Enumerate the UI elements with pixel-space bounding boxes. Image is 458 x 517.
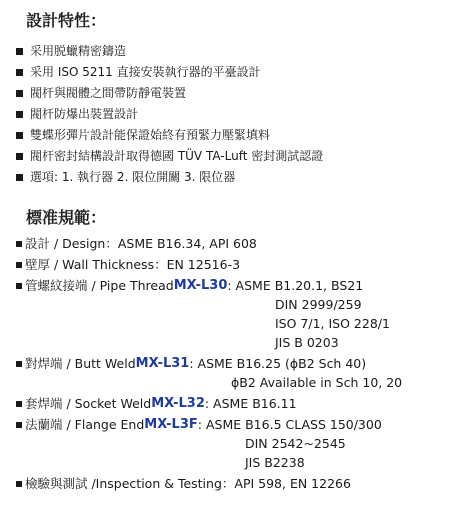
standard-label: 檢驗與測試 /Inspection & Testing：	[25, 476, 235, 491]
feature-item	[16, 83, 323, 104]
standard-socket-weld	[16, 394, 402, 413]
features-list	[16, 41, 323, 188]
standard-extra: JIS B2238	[245, 455, 305, 470]
standards-list	[16, 234, 402, 495]
standard-extra: JIS B 0203	[275, 335, 339, 350]
standard-value: API 598, EN 12266	[234, 476, 351, 491]
model-code: MX-L32	[151, 396, 205, 411]
feature-text: 雙蝶形彈片設計能保證始終有預緊力壓緊填料	[30, 128, 271, 142]
bullet-icon	[16, 153, 23, 160]
feature-item	[16, 62, 323, 83]
standard-value: EN 12516-3	[166, 257, 241, 272]
model-code: MX-L3F	[144, 417, 198, 432]
feature-item	[16, 41, 323, 62]
feature-text: 閥杆與閥體之間帶防靜電裝置	[30, 86, 187, 100]
feature-item	[16, 146, 323, 167]
standard-value: : ASME B16.25 (ϕB2 Sch 40)	[189, 356, 367, 371]
standard-extra: DIN 2542~2545	[245, 436, 346, 451]
features-heading: 設計特性：	[26, 11, 107, 30]
standard-value: : ASME B1.20.1, BS21	[227, 278, 364, 293]
standard-label: 管螺紋接端 / Pipe Thread	[25, 278, 174, 293]
feature-text: 采用脱蠟精密鑄造	[30, 44, 127, 58]
standard-pipe-thread	[16, 276, 402, 352]
standard-value: : ASME B16.5 CLASS 150/300	[197, 417, 382, 432]
feature-text: 閥杆密封結構設計取得德國 TÜV TA-Luft 密封測試認證	[30, 149, 324, 163]
standard-extra: ϕB2 Available in Sch 10, 20	[231, 375, 403, 390]
bullet-icon	[16, 283, 22, 289]
bullet-icon	[16, 481, 22, 487]
standard-label: 法蘭端 / Flange End	[25, 417, 145, 432]
feature-item	[16, 167, 323, 188]
standards-heading: 標准規範：	[26, 208, 107, 227]
standard-flange-end	[16, 415, 402, 472]
standard-extra: DIN 2999/259	[275, 297, 362, 312]
bullet-icon	[16, 48, 23, 55]
standard-inspection	[16, 474, 402, 493]
standard-butt-weld	[16, 354, 402, 392]
feature-text: 閥杆防爆出裝置設計	[30, 107, 139, 121]
standard-extra: ISO 7/1, ISO 228/1	[275, 316, 390, 331]
bullet-icon	[16, 262, 22, 268]
feature-text: 選項: 1. 執行器 2. 限位開關 3. 限位器	[30, 170, 236, 184]
standard-label: 壁厚 / Wall Thickness：	[25, 257, 167, 272]
feature-text: 采用 ISO 5211 直接安裝執行器的平臺設計	[30, 65, 261, 79]
feature-item	[16, 125, 323, 146]
bullet-icon	[16, 90, 23, 97]
bullet-icon	[16, 174, 23, 181]
standard-label: 對焊端 / Butt Weld	[25, 356, 136, 371]
standard-label: 套焊端 / Socket Weld	[25, 396, 152, 411]
standard-label: 設計 / Design：	[25, 236, 118, 251]
feature-item	[16, 104, 323, 125]
standard-wall-thickness	[16, 255, 402, 274]
bullet-icon	[16, 69, 23, 76]
bullet-icon	[16, 132, 23, 139]
standard-design	[16, 234, 402, 253]
bullet-icon	[16, 361, 22, 367]
standard-value: ASME B16.34, API 608	[117, 236, 257, 251]
bullet-icon	[16, 422, 22, 428]
bullet-icon	[16, 241, 22, 247]
model-code: MX-L30	[173, 278, 228, 293]
bullet-icon	[16, 401, 22, 407]
standard-value: : ASME B16.11	[204, 396, 297, 411]
bullet-icon	[16, 111, 23, 118]
model-code: MX-L31	[135, 356, 190, 371]
